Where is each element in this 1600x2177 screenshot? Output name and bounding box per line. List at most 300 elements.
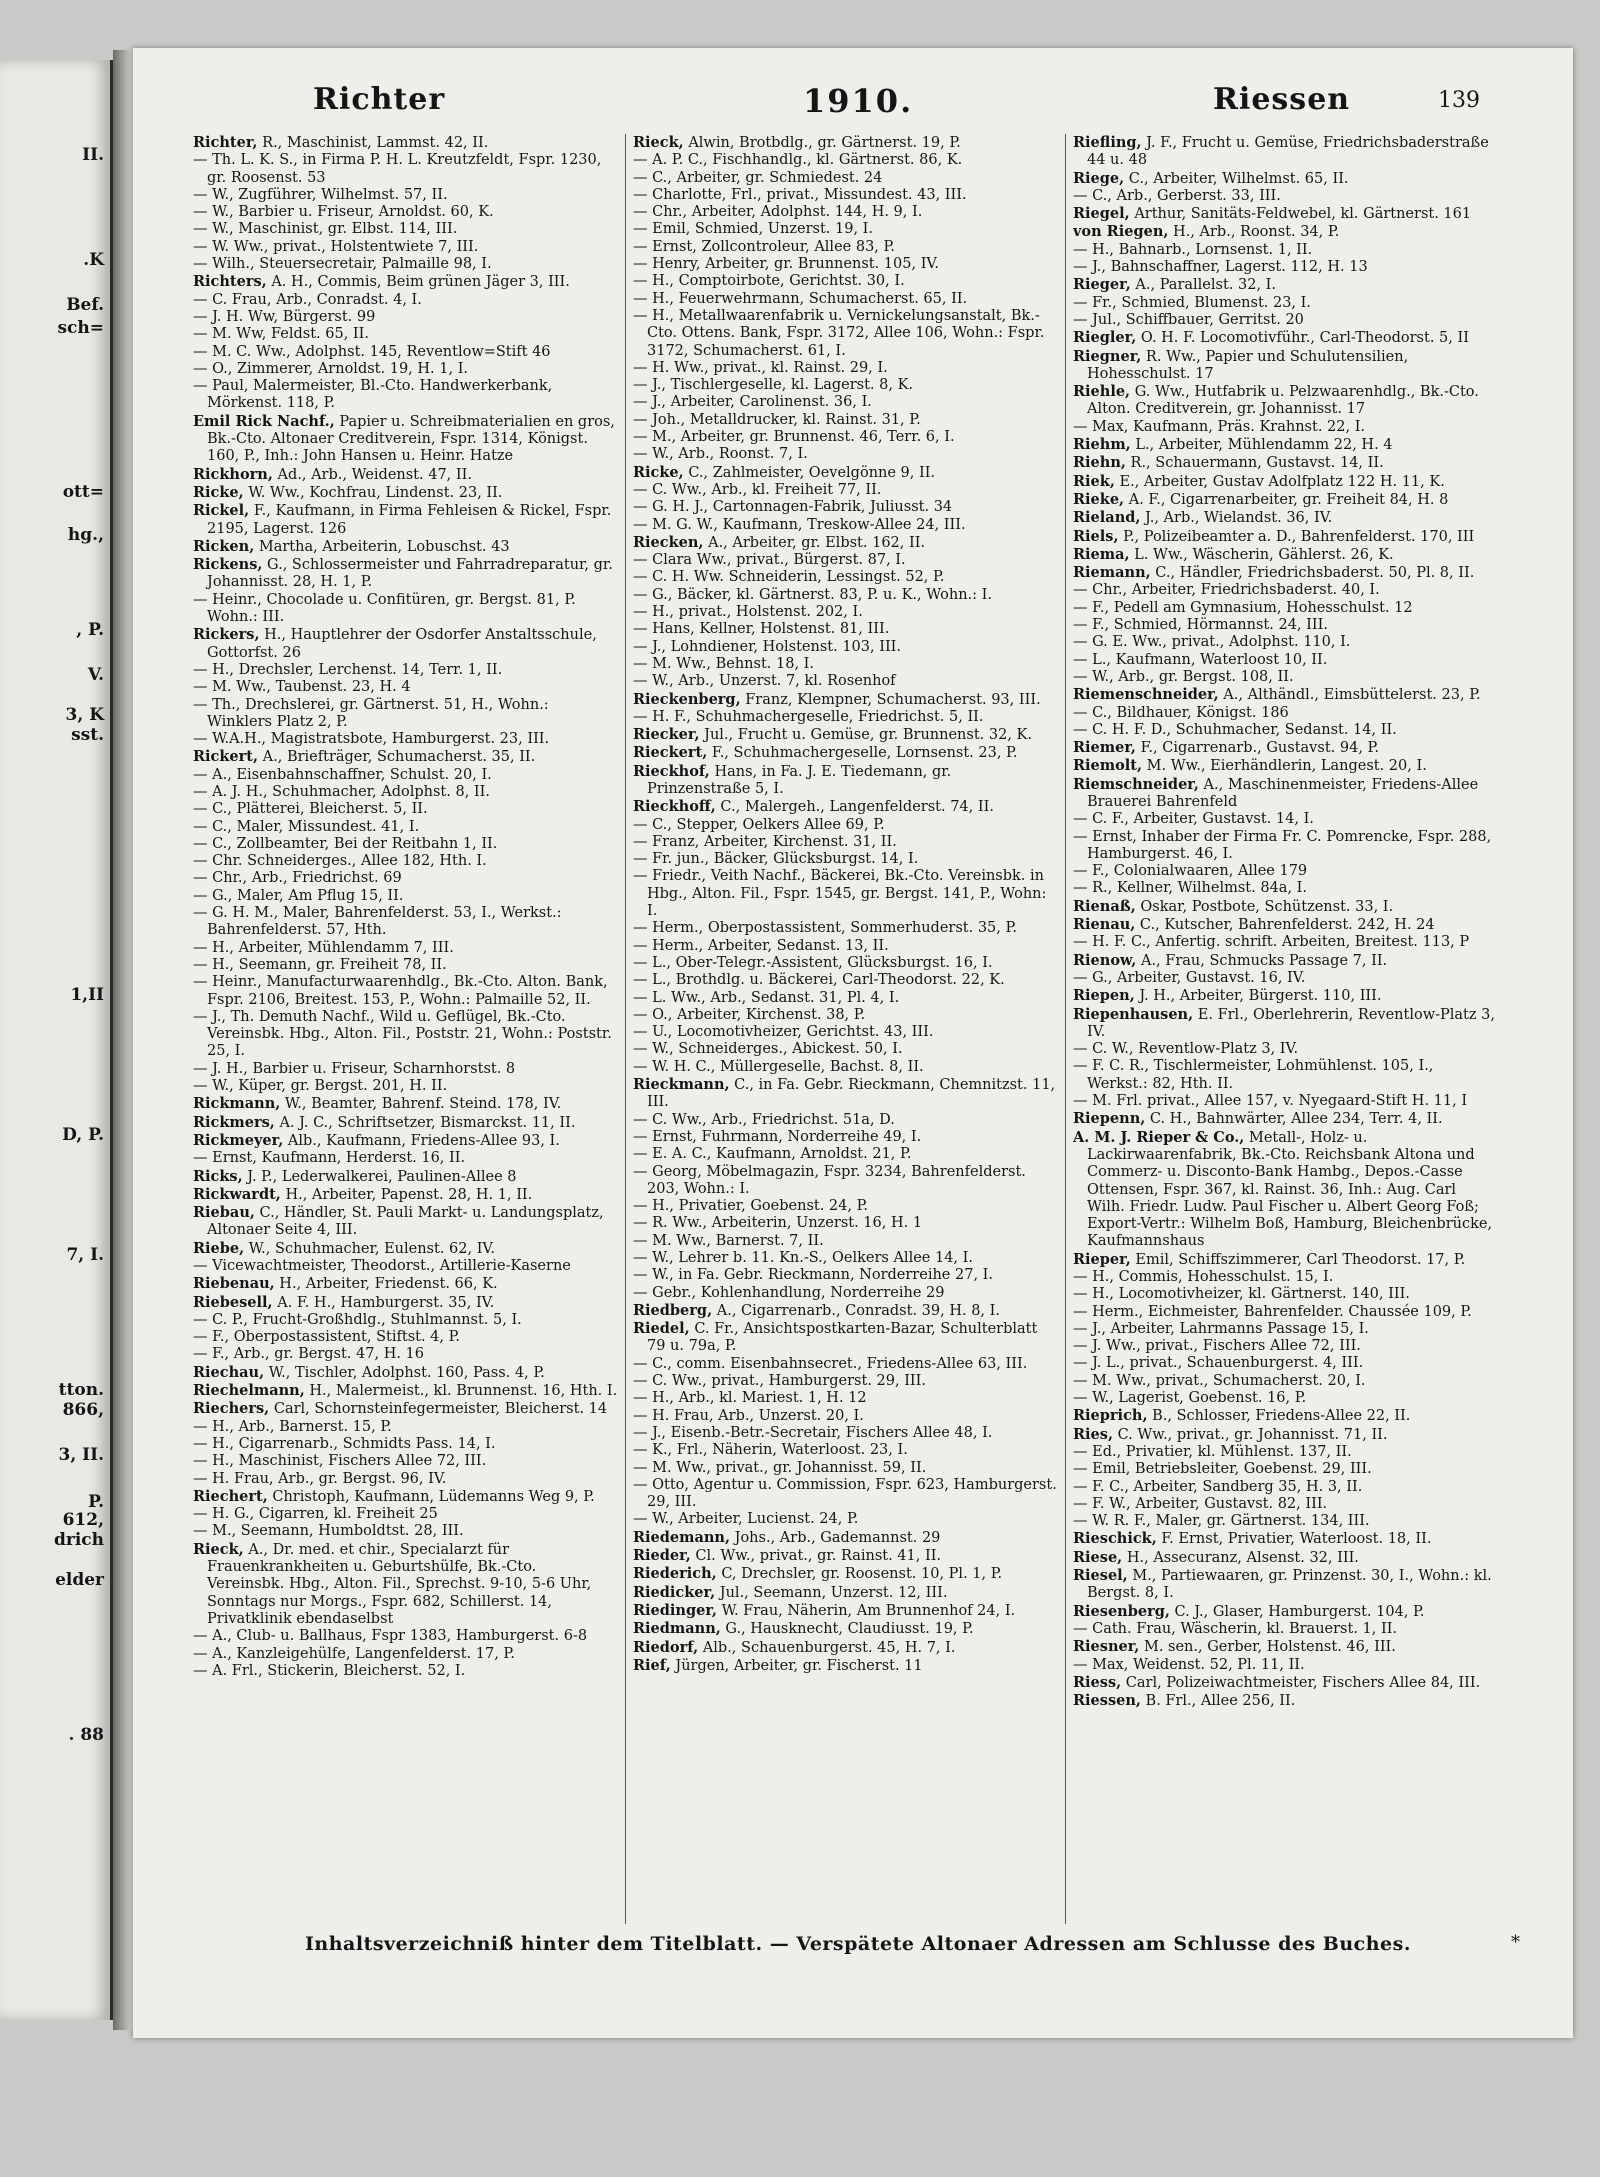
directory-entry: — G., Bäcker, kl. Gärtnerst. 83, P. u. K., Wohn.: I. (633, 586, 993, 603)
entry-surname: Rienaß, (1073, 897, 1136, 915)
margin-fragment: 612, (62, 1510, 104, 1530)
directory-entry: Rickens, G., Schlossermeister und Fahrradreparatur, gr. Johannisst. 28, H. 1, P. (193, 556, 613, 591)
entry-surname: Riege, (1073, 169, 1125, 187)
entry-surname: Riemolt, (1073, 757, 1143, 775)
directory-entry: — J., Bahnschaffner, Lagerst. 112, H. 13 (1073, 259, 1368, 276)
entry-surname: Rieck, (633, 134, 684, 151)
entry-surname: Riese, (1073, 1548, 1123, 1566)
directory-entry: — M., Arbeiter, gr. Brunnenst. 46, Terr. 6, I. (633, 429, 955, 446)
directory-entry: Riedinger, W. Frau, Näherin, Am Brunnenhof 24, I. (633, 1601, 1016, 1619)
directory-entry: — Heinr., Manufacturwaarenhdlg., Bk.-Cto. Alton. Bank, Fspr. 2106, Breitest. 153, P., Wohn.: Palmaille 52, II. (193, 974, 608, 1008)
directory-entry: — Paul, Malermeister, Bl.-Cto. Handwerkerbank, Mörkenst. 118, P. (193, 378, 553, 412)
directory-entry: Richter, R., Maschinist, Lammst. 42, II. (193, 134, 489, 151)
directory-entry: — J., Arbeiter, Carolinenst. 36, I. (633, 394, 872, 411)
directory-entry: — C. P., Frucht-Großhdlg., Stuhlmannst. 5, I. (193, 1311, 522, 1328)
entry-surname: Riedmann, (633, 1620, 721, 1638)
directory-entry: Rickwardt, H., Arbeiter, Papenst. 28, H. 1, II. (193, 1185, 533, 1203)
directory-entry: — Friedr., Veith Nachf., Bäckerei, Bk.-Cto. Vereinsbk. in Hbg., Alton. Fil., Fspr. 1545, gr. Bergst. 141, P., Wohn: I. (633, 868, 1047, 920)
directory-entry: — C. H. Ww. Schneiderin, Lessingst. 52, P. (633, 569, 945, 586)
directory-entry: — H., Bahnarb., Lornsenst. 1, II. (1073, 241, 1313, 258)
directory-entry: — H. G., Cigarren, kl. Freiheit 25 (193, 1506, 438, 1523)
directory-entry: Rief, Jürgen, Arbeiter, gr. Fischerst. 11 (633, 1656, 923, 1674)
directory-entry: Ricken, Martha, Arbeiterin, Lobuschst. 43 (193, 537, 510, 555)
entry-surname: Riess, (1073, 1673, 1122, 1691)
directory-entry: Riessen, B. Frl., Allee 256, II. (1073, 1692, 1296, 1710)
entry-surname: Riegner, (1073, 347, 1142, 365)
directory-entry: — J. L., privat., Schauenburgerst. 4, III. (1073, 1355, 1364, 1372)
directory-entry: Riepenn, C. H., Bahnwärter, Allee 234, Terr. 4, II. (1073, 1110, 1443, 1128)
directory-entry: — R. Ww., Arbeiterin, Unzerst. 16, H. 1 (633, 1215, 923, 1232)
directory-entry: — F. W., Arbeiter, Gustavst. 82, III. (1073, 1495, 1328, 1512)
directory-entry: Rieder, Cl. Ww., privat., gr. Rainst. 41, II. (633, 1547, 942, 1565)
entry-surname: Rieper, (1073, 1250, 1131, 1268)
margin-fragment: elder (55, 1570, 104, 1590)
entry-surname: Rickens, (193, 556, 263, 574)
directory-entry: — H., Cigarrenarb., Schmidts Pass. 14, I. (193, 1435, 496, 1452)
entry-surname: Riefling, (1073, 134, 1142, 151)
directory-entry: — Ernst, Inhaber der Firma Fr. C. Pomrencke, Fspr. 288, Hamburgerst. 46, I. (1073, 828, 1492, 862)
directory-entry: — J. Ww., privat., Fischers Allee 72, III. (1073, 1338, 1361, 1355)
margin-fragment: drich (53, 1530, 104, 1550)
entry-surname: Riesel, (1073, 1567, 1128, 1585)
directory-entry: Riepen, J. H., Arbeiter, Bürgerst. 110, III. (1073, 987, 1382, 1005)
directory-entry: Riese, H., Assecuranz, Alsenst. 32, III. (1073, 1548, 1359, 1566)
entry-surname: Rieckhoff, (633, 798, 716, 816)
directory-entry: — J. H. Ww, Bürgerst. 99 (193, 308, 376, 325)
directory-entry: — W. R. F., Maler, gr. Gärtnerst. 134, III. (1073, 1513, 1370, 1530)
directory-entry: von Riegen, H., Arb., Roonst. 34, P. (1073, 223, 1340, 241)
margin-fragment: Bef. (66, 295, 104, 315)
directory-entry: Rieger, A., Parallelst. 32, I. (1073, 276, 1277, 294)
directory-entry: — J. H., Barbier u. Friseur, Scharnhorstst. 8 (193, 1060, 516, 1077)
directory-entry: — Max, Kaufmann, Präs. Krahnst. 22, I. (1073, 418, 1366, 435)
directory-entry: — M. C. Ww., Adolphst. 145, Reventlow=Stift 46 (193, 343, 551, 360)
entry-surname: Ricke, (193, 483, 244, 501)
entry-surname: Riedicker, (633, 1583, 716, 1601)
column-divider (1065, 134, 1066, 1924)
directory-entry: Riesel, M., Partiewaaren, gr. Prinzenst. 30, I., Wohn.: kl. Bergst. 8, I. (1073, 1567, 1492, 1602)
entry-surname: Riepen, (1073, 987, 1135, 1005)
directory-entry: Rieckenberg, Franz, Klempner, Schumacherst. 93, III. (633, 690, 1041, 708)
directory-entry: Rickert, A., Briefträger, Schumacherst. 35, II. (193, 748, 536, 766)
directory-entry: — C. Ww., Arb., Friedrichst. 51a, D. (633, 1111, 895, 1128)
directory-entry: — H., Privatier, Goebenst. 24, P. (633, 1198, 869, 1215)
directory-entry: — C., Plätterei, Bleicherst. 5, II. (193, 801, 428, 818)
directory-entry: — A. J. H., Schuhmacher, Adolphst. 8, II. (193, 783, 490, 800)
directory-entry: — L., Ober-Telegr.-Assistent, Glücksburgst. 16, I. (633, 954, 993, 971)
entry-surname: Rieger, (1073, 276, 1131, 294)
directory-entry: Riemer, F., Cigarrenarb., Gustavst. 94, P. (1073, 739, 1379, 757)
directory-entry: Rienaß, Oskar, Postbote, Schützenst. 33, I. (1073, 897, 1394, 915)
directory-entry: — C., Maler, Missundest. 41, I. (193, 818, 420, 835)
entry-surname: Riebau, (193, 1204, 255, 1222)
directory-entry: — Jul., Schiffbauer, Gerritst. 20 (1073, 311, 1304, 328)
directory-entry: — Max, Weidenst. 52, Pl. 11, II. (1073, 1656, 1305, 1673)
entry-surname: Riecker, (633, 726, 700, 744)
entry-surname: Riedel, (633, 1320, 690, 1338)
entry-surname: Riedorf, (633, 1638, 699, 1656)
directory-entry: — Georg, Möbelmagazin, Fspr. 3234, Bahrenfelderst. 203, Wohn.: I. (633, 1163, 1026, 1197)
entry-surname: Rief, (633, 1656, 671, 1674)
entry-surname: Riedberg, (633, 1301, 713, 1319)
entry-surname: Richter, (193, 134, 258, 151)
directory-entry: — C., comm. Eisenbahnsecret., Friedens-Allee 63, III. (633, 1355, 1028, 1372)
entry-surname: Riema, (1073, 545, 1130, 563)
directory-entry: Riemenschneider, A., Althändl., Eimsbüttelerst. 23, P. (1073, 686, 1481, 704)
entry-surname: Riechau, (193, 1363, 265, 1381)
entry-surname: Richters, (193, 273, 267, 291)
column-3 (1073, 134, 1498, 1934)
margin-fragment: P. (88, 1492, 104, 1512)
entry-surname: Riehm, (1073, 436, 1131, 454)
margin-fragment: D, P. (62, 1125, 104, 1145)
directory-entry: Riechert, Christoph, Kaufmann, Lüdemanns Weg 9, P. (193, 1487, 595, 1505)
directory-entry: — H. F., Schuhmachergeselle, Friedrichst. 5, II. (633, 708, 984, 725)
directory-entry: — H., Metallwaarenfabrik u. Vernickelungsanstalt, Bk.-Cto. Ottens. Bank, Fspr. 3172, Allee 106, Wohn.: Fspr. 3172, Schumacherst. 61, I. (633, 307, 1045, 359)
directory-entry: Riehle, G. Ww., Hutfabrik u. Pelzwaarenhdlg., Bk.-Cto. Alton. Creditverein, gr. Johannisst. 17 (1073, 383, 1479, 418)
directory-entry: — O., Zimmerer, Arnoldst. 19, H. 1, I. (193, 360, 469, 377)
entry-surname: Rienau, (1073, 916, 1136, 934)
directory-entry: — W., Lagerist, Goebenst. 16, P. (1073, 1390, 1307, 1407)
entry-surname: Riecken, (633, 533, 704, 551)
directory-entry: Riecken, A., Arbeiter, gr. Elbst. 162, II. (633, 533, 926, 551)
entry-surname: Rieland, (1073, 509, 1141, 527)
directory-entry: — C. H. F. D., Schuhmacher, Sedanst. 14, II. (1073, 721, 1397, 738)
directory-entry: Rieckhof, Hans, in Fa. J. E. Tiedemann, gr. Prinzenstraße 5, I. (633, 762, 952, 797)
column-2 (633, 134, 1058, 1934)
directory-entry: — H., Arb., kl. Mariest. 1, H. 12 (633, 1390, 867, 1407)
directory-entry: — Heinr., Chocolade u. Confitüren, gr. Bergst. 81, P. Wohn.: III. (193, 591, 576, 626)
directory-entry: — Ernst, Kaufmann, Herderst. 16, II. (193, 1150, 466, 1167)
directory-entry: Riehm, L., Arbeiter, Mühlendamm 22, H. 4 (1073, 436, 1393, 454)
directory-entry: Rieschick, F. Ernst, Privatier, Waterloost. 18, II. (1073, 1530, 1432, 1548)
entry-columns (193, 134, 1523, 1934)
directory-entry: — Ernst, Zollcontroleur, Allee 83, P. (633, 238, 895, 255)
directory-entry: Ries, C. Ww., privat., gr. Johannisst. 71, II. (1073, 1425, 1388, 1443)
header-year: 1910. (803, 82, 914, 120)
directory-entry: Riesner, M. sen., Gerber, Holstenst. 46, III. (1073, 1638, 1396, 1656)
entry-surname: Ries, (1073, 1425, 1113, 1443)
page-footer: Inhaltsverzeichniß hinter dem Titelblatt. — Verspätete Altonaer Adressen am Schlusse des Buches. (305, 1933, 1411, 1955)
margin-fragment: hg., (67, 525, 104, 545)
entry-surname: Rickel, (193, 502, 250, 520)
directory-entry: — Th. L. K. S., in Firma P. H. L. Kreutzfeldt, Fspr. 1230, gr. Roosenst. 53 (193, 152, 602, 186)
directory-entry: — F., Arb., gr. Bergst. 47, H. 16 (193, 1346, 425, 1363)
directory-entry: — O., Arbeiter, Kirchenst. 38, P. (633, 1006, 866, 1023)
directory-entry: — Herm., Arbeiter, Sedanst. 13, II. (633, 937, 889, 954)
directory-entry: — H., Arbeiter, Mühlendamm 7, III. (193, 939, 454, 956)
directory-entry: Riederich, C, Drechsler, gr. Roosenst. 10, Pl. 1, P. (633, 1565, 1003, 1583)
directory-entry: — H., Locomotivheizer, kl. Gärtnerst. 140, III. (1073, 1286, 1410, 1303)
directory-entry: — A., Club- u. Ballhaus, Fspr 1383, Hamburgerst. 6-8 (193, 1628, 588, 1645)
directory-entry: — F., Pedell am Gymnasium, Hohesschulst. 12 (1073, 599, 1413, 616)
directory-entry: — Otto, Agentur u. Commission, Fspr. 623, Hamburgerst. 29, III. (633, 1476, 1057, 1511)
directory-entry: — C. F., Arbeiter, Gustavst. 14, I. (1073, 811, 1314, 828)
page-header (193, 82, 1523, 126)
directory-entry: — C. W., Reventlow-Platz 3, IV. (1073, 1041, 1299, 1058)
margin-fragment: 7, I. (66, 1245, 104, 1265)
directory-entry: — F., Oberpostassistent, Stiftst. 4, P. (193, 1329, 461, 1346)
directory-entry: — W., Zugführer, Wilhelmst. 57, II. (193, 186, 448, 203)
entry-surname: Riebesell, (193, 1293, 273, 1311)
directory-entry: — J., Arbeiter, Lahrmanns Passage 15, I. (1073, 1320, 1369, 1337)
directory-entry: Ricke, W. Ww., Kochfrau, Lindenst. 23, II. (193, 483, 503, 501)
directory-entry: — H., Seemann, gr. Freiheit 78, II. (193, 956, 447, 973)
entry-surname: Rieck, (193, 1540, 244, 1558)
directory-entry: — W., in Fa. Gebr. Rieckmann, Norderreihe 27, I. (633, 1267, 993, 1284)
directory-entry: — Fr. jun., Bäcker, Glücksburgst. 14, I. (633, 851, 919, 868)
directory-entry: Riebesell, A. F. H., Hamburgerst. 35, IV. (193, 1293, 495, 1311)
margin-fragment: 866, (62, 1400, 104, 1420)
directory-entry: Riemann, C., Händler, Friedrichsbaderst. 50, Pl. 8, II. (1073, 564, 1475, 582)
directory-entry: Riegler, O. H. F. Locomotivführ., Carl-Theodorst. 5, II (1073, 329, 1469, 347)
directory-entry: Rickel, F., Kaufmann, in Firma Fehleisen & Rickel, Fspr. 2195, Lagerst. 126 (193, 502, 612, 537)
directory-entry: — L., Kaufmann, Waterloost 10, II. (1073, 651, 1328, 668)
margin-fragment: 1,II (70, 985, 104, 1005)
entry-surname: Riek, (1073, 472, 1115, 490)
directory-entry: — C., Bildhauer, Königst. 186 (1073, 704, 1289, 721)
directory-entry: Riecker, Jul., Frucht u. Gemüse, gr. Brunnenst. 32, K. (633, 726, 1032, 744)
directory-entry: Riedemann, Johs., Arb., Gademannst. 29 (633, 1528, 941, 1546)
directory-entry: — Emil, Schmied, Unzerst. 19, I. (633, 221, 874, 238)
directory-entry: Riema, L. Ww., Wäscherin, Gählerst. 26, K. (1073, 545, 1394, 563)
directory-entry: — Chr. Schneiderges., Allee 182, Hth. I. (193, 853, 487, 870)
entry-surname: Riehn, (1073, 454, 1126, 472)
directory-entry: Riedmann, G., Hausknecht, Claudiusst. 19, P. (633, 1620, 974, 1638)
directory-entry: — C., Zollbeamter, Bei der Reitbahn 1, II. (193, 835, 498, 852)
directory-entry: — E. A. C., Kaufmann, Arnoldst. 21, P. (633, 1146, 912, 1163)
entry-surname: Ricks, (193, 1167, 243, 1185)
directory-page (133, 48, 1573, 2038)
directory-entry: Rieckhoff, C., Malergeh., Langenfelderst. 74, II. (633, 798, 994, 816)
header-last-name: Riessen (1213, 82, 1351, 117)
directory-entry: — H., Comptoirbote, Gerichtst. 30, I. (633, 273, 905, 290)
entry-surname: Rickert, (193, 748, 259, 766)
directory-entry: — H., Feuerwehrmann, Schumacherst. 65, II. (633, 290, 968, 307)
directory-entry: — F., Colonialwaaren, Allee 179 (1073, 863, 1308, 880)
entry-surname: Riemann, (1073, 564, 1151, 582)
entry-surname: Rieder, (633, 1547, 691, 1565)
entry-surname: Rickhorn, (193, 465, 273, 483)
directory-entry: — G. H. J., Cartonnagen-Fabrik, Juliusst. 34 (633, 499, 953, 516)
column-divider (625, 134, 626, 1924)
directory-entry: — G., Arbeiter, Gustavst. 16, IV. (1073, 969, 1306, 986)
entry-surname: Rickwardt, (193, 1185, 281, 1203)
directory-entry: — C., Stepper, Oelkers Allee 69, P. (633, 816, 885, 833)
directory-entry: — M. Ww., Barnerst. 7, II. (633, 1232, 824, 1249)
entry-surname: Rieckert, (633, 744, 708, 762)
directory-entry: — M. Ww., Behnst. 18, I. (633, 655, 815, 672)
directory-entry: — W., Lehrer b. 11. Kn.-S., Oelkers Allee 14, I. (633, 1250, 973, 1266)
entry-surname: von Riegen, (1073, 223, 1169, 241)
directory-entry: Rieckmann, C., in Fa. Gebr. Rieckmann, Chemnitzst. 11, III. (633, 1076, 1056, 1111)
directory-entry: — Cath. Frau, Wäscherin, kl. Brauerst. 1, II. (1073, 1620, 1398, 1637)
directory-entry: — Chr., Arbeiter, Adolphst. 144, H. 9, I. (633, 204, 923, 221)
directory-entry: Riegner, R. Ww., Papier und Schulutensilien, Hohesschulst. 17 (1073, 347, 1409, 382)
entry-surname: Rieckmann, (633, 1076, 730, 1094)
directory-entry: Rieland, J., Arb., Wielandst. 36, IV. (1073, 509, 1333, 527)
directory-entry: — H., Commis, Hohesschulst. 15, I. (1073, 1269, 1334, 1285)
directory-entry: Rieck, Alwin, Brotbdlg., gr. Gärtnerst. 19, P. (633, 134, 961, 151)
directory-entry: — C., Arbeiter, gr. Schmiedest. 24 (633, 169, 883, 186)
entry-surname: Riegel, (1073, 205, 1130, 223)
directory-entry: Riege, C., Arbeiter, Wilhelmst. 65, II. (1073, 169, 1349, 187)
directory-entry: — Emil, Betriebsleiter, Goebenst. 29, III. (1073, 1461, 1372, 1478)
directory-entry: — Fr., Schmied, Blumenst. 23, I. (1073, 294, 1311, 311)
directory-entry: Riedorf, Alb., Schauenburgerst. 45, H. 7, I. (633, 1638, 956, 1656)
directory-entry: — H. Frau, Arb., gr. Bergst. 96, IV. (193, 1470, 447, 1487)
entry-surname: Riesenberg, (1073, 1602, 1170, 1620)
entry-surname: Rieschick, (1073, 1530, 1157, 1548)
margin-fragment: .K (83, 250, 104, 270)
margin-fragment: , P. (76, 620, 104, 640)
directory-entry: Rickmers, A. J. C., Schriftsetzer, Bismarckst. 11, II. (193, 1113, 576, 1131)
directory-entry: Riedberg, A., Cigarrenarb., Conradst. 39, H. 8, I. (633, 1301, 1000, 1319)
directory-entry: Rickmeyer, Alb., Kaufmann, Friedens-Allee 93, I. (193, 1131, 560, 1149)
directory-entry: — A. P. C., Fischhandlg., kl. Gärtnerst. 86, K. (633, 152, 963, 169)
entry-surname: Riemer, (1073, 739, 1136, 757)
entry-surname: Riehle, (1073, 383, 1131, 401)
directory-entry: — H. Ww., privat., kl. Rainst. 29, I. (633, 359, 888, 376)
directory-entry: — H., Arb., Barnerst. 15, P. (193, 1418, 392, 1435)
entry-surname: Riechelmann, (193, 1382, 305, 1400)
entry-surname: Riepenhausen, (1073, 1005, 1194, 1023)
directory-entry: — M. Ww, Feldst. 65, II. (193, 326, 369, 343)
directory-entry: — Herm., Eichmeister, Bahrenfelder. Chaussée 109, P. (1073, 1303, 1472, 1320)
directory-entry: Riedicker, Jul., Seemann, Unzerst. 12, III. (633, 1583, 948, 1601)
directory-entry: — A., Kanzleigehülfe, Langenfelderst. 17, P. (193, 1645, 515, 1662)
directory-entry: — Wilh., Steuersecretair, Palmaille 98, I. (193, 256, 492, 273)
directory-entry: — Henry, Arbeiter, gr. Brunnenst. 105, IV. (633, 256, 939, 273)
directory-entry: — L. Ww., Arb., Sedanst. 31, Pl. 4, I. (633, 989, 900, 1006)
directory-entry: Richters, A. H., Commis, Beim grünen Jäger 3, III. (193, 273, 570, 291)
directory-entry: — J., Tischlergeselle, kl. Lagerst. 8, K. (633, 377, 914, 394)
directory-entry: Riesenberg, C. J., Glaser, Hamburgerst. 104, P. (1073, 1602, 1425, 1620)
directory-entry: — Herm., Oberpostassistent, Sommerhuderst. 35, P. (633, 920, 1017, 937)
directory-entry: — U., Locomotivheizer, Gerichtst. 43, III. (633, 1024, 934, 1041)
directory-entry: Riehn, R., Schauermann, Gustavst. 14, II. (1073, 454, 1384, 472)
entry-surname: Riebenau, (193, 1275, 275, 1293)
directory-entry: — K., Frl., Näherin, Waterloost. 23, I. (633, 1442, 908, 1459)
directory-entry: Riebe, W., Schuhmacher, Eulenst. 62, IV. (193, 1239, 495, 1257)
directory-entry: — W., Arbeiter, Lucienst. 24, P. (633, 1511, 859, 1528)
directory-entry: Ricks, J. P., Lederwalkerei, Paulinen-Allee 8 (193, 1167, 517, 1185)
directory-entry: — H. Frau, Arb., Unzerst. 20, I. (633, 1407, 864, 1424)
directory-entry: — W., Maschinist, gr. Elbst. 114, III. (193, 221, 458, 238)
margin-fragment: sch= (57, 318, 104, 338)
directory-entry: Rickers, H., Hauptlehrer der Osdorfer Anstaltsschule, Gottorfst. 26 (193, 626, 597, 661)
entry-surname: Riechers, (193, 1400, 270, 1418)
directory-entry: Rickhorn, Ad., Arb., Weidenst. 47, II. (193, 465, 472, 483)
footer-mark: * (1511, 1932, 1520, 1953)
entry-surname: Riedinger, (633, 1601, 717, 1619)
header-first-name: Richter (313, 82, 446, 117)
directory-entry: — W.A.H., Magistratsbote, Hamburgerst. 23, III. (193, 731, 550, 748)
entry-surname: Riechert, (193, 1487, 268, 1505)
directory-entry: — W., Arb., gr. Bergst. 108, II. (1073, 668, 1294, 685)
entry-surname: Riegler, (1073, 329, 1137, 347)
entry-surname: Rieckenberg, (633, 690, 741, 708)
directory-entry: Riels, P., Polizeibeamter a. D., Bahrenfelderst. 170, III (1073, 527, 1475, 545)
page-number: 139 (1438, 88, 1480, 113)
directory-entry: Riechau, W., Tischler, Adolphst. 160, Pass. 4, P. (193, 1363, 545, 1381)
directory-entry: — G., Maler, Am Pflug 15, II. (193, 887, 404, 904)
directory-entry: Riedel, C. Fr., Ansichtspostkarten-Bazar, Schulterblatt 79 u. 79a, P. (633, 1320, 1038, 1355)
margin-fragment: II. (82, 145, 104, 165)
entry-surname: Riesner, (1073, 1638, 1140, 1656)
directory-entry: Rieke, A. F., Cigarrenarbeiter, gr. Freiheit 84, H. 8 (1073, 490, 1449, 508)
entry-surname: Riederich, (633, 1565, 717, 1583)
directory-entry: Rienau, C., Kutscher, Bahrenfelderst. 242, H. 24 (1073, 916, 1435, 934)
entry-surname: Riepenn, (1073, 1110, 1146, 1128)
directory-entry: A. M. J. Rieper & Co., Metall-, Holz- u. Lackirwaarenfabrik, Bk.-Cto. Reichsbank Altona und Commerz- u. Disconto-Bank Hambg., Depos.-Casse Ottensen, Fspr. 367, kl. Rainst. 36, Inh.: Aug. Carl Wilh. Friedr. Ludw. Paul Fischer u. Albert Georg Foß; Export-Vertr.: Wilhelm Boß, Hamburg, Bleichenbrücke, Kaufmannshaus (1073, 1128, 1493, 1250)
entry-surname: Riebe, (193, 1239, 245, 1257)
directory-entry: — Ed., Privatier, kl. Mühlenst. 137, II. (1073, 1443, 1352, 1460)
directory-entry: — G. H. M., Maler, Bahrenfelderst. 53, I., Werkst.: Bahrenfelderst. 57, Hth. (193, 905, 562, 939)
entry-surname: Ricke, (633, 463, 684, 481)
directory-entry: Riek, E., Arbeiter, Gustav Adolfplatz 122 H. 11, K. (1073, 472, 1445, 490)
directory-entry: — H. F. C., Anfertig. schrift. Arbeiten, Breitest. 113, P (1073, 934, 1470, 951)
directory-entry: — M., Seemann, Humboldtst. 28, III. (193, 1523, 464, 1540)
entry-surname: Rieke, (1073, 490, 1125, 508)
entry-surname: Emil Rick Nachf., (193, 412, 335, 430)
directory-entry: Riechelmann, H., Malermeist., kl. Brunnenst. 16, Hth. I. (193, 1382, 618, 1400)
entry-surname: Riels, (1073, 527, 1119, 545)
directory-entry: — Chr., Arb., Friedrichst. 69 (193, 870, 402, 887)
directory-entry: Riebenau, H., Arbeiter, Friedenst. 66, K. (193, 1275, 498, 1293)
directory-entry: — M. Frl. privat., Allee 157, v. Nyegaard-Stift H. 11, I (1073, 1093, 1468, 1110)
margin-fragment: 3, K (65, 705, 104, 725)
directory-entry: — F., Schmied, Hörmannst. 24, III. (1073, 617, 1328, 634)
directory-entry: — C., Arb., Gerberst. 33, III. (1073, 187, 1281, 204)
entry-surname: Rieckhof, (633, 762, 710, 780)
margin-fragment: ott= (62, 482, 104, 502)
directory-entry: Riepenhausen, E. Frl., Oberlehrerin, Reventlow-Platz 3, IV. (1073, 1005, 1495, 1040)
directory-entry: — W., Barbier u. Friseur, Arnoldst. 60, K. (193, 204, 494, 221)
directory-entry: Riess, Carl, Polizeiwachtmeister, Fischers Allee 84, III. (1073, 1673, 1481, 1691)
entry-surname: Rickmeyer, (193, 1131, 284, 1149)
directory-entry: — L., Brothdlg. u. Bäckerei, Carl-Theodorst. 22, K. (633, 972, 1005, 989)
directory-entry: Emil Rick Nachf., Papier u. Schreibmaterialien en gros, Bk.-Cto. Altonaer Creditverein, Fspr. 1314, Königst. 160, P., Inh.: John Hansen u. Heinr. Hatze (193, 412, 615, 465)
column-1 (193, 134, 618, 1934)
directory-entry: Riegel, Arthur, Sanitäts-Feldwebel, kl. Gärtnerst. 161 (1073, 205, 1472, 223)
entry-surname: Riessen, (1073, 1692, 1141, 1710)
directory-entry: — J., Lohndiener, Holstenst. 103, III. (633, 638, 902, 655)
directory-entry: — M. Ww., privat., gr. Johannisst. 59, II. (633, 1459, 927, 1476)
directory-entry: Riefling, J. F., Frucht u. Gemüse, Friedrichsbaderstraße 44 u. 48 (1073, 134, 1489, 169)
margin-fragment: 3, II. (58, 1445, 104, 1465)
directory-entry: Rieprich, B., Schlosser, Friedens-Allee 22, II. (1073, 1407, 1411, 1425)
entry-surname: Riemenschneider, (1073, 686, 1219, 704)
directory-entry: Rienow, A., Frau, Schmucks Passage 7, II. (1073, 951, 1388, 969)
entry-surname: Riedemann, (633, 1528, 731, 1546)
previous-page-edge (0, 60, 113, 2020)
directory-entry: Riemschneider, A., Maschinenmeister, Friedens-Allee Brauerei Bahrenfeld (1073, 775, 1479, 810)
entry-surname: Riemschneider, (1073, 775, 1199, 793)
directory-entry: — G. E. Ww., privat., Adolphst. 110, I. (1073, 634, 1351, 651)
margin-fragment: tton. (58, 1380, 104, 1400)
book-gutter (113, 50, 133, 2030)
directory-entry: Rieck, A., Dr. med. et chir., Specialarzt für Frauenkrankheiten u. Geburtshülfe, Bk.-Cto. Vereinsbk. Hbg., Alton. Fil., Sprechst. 9-10, 5-6 Uhr, Sonntags nur Morgs., Fspr. 682, Schillerst. 14, Privatklinik ebendaselbst (193, 1540, 592, 1627)
directory-entry: — Chr., Arbeiter, Friedrichsbaderst. 40, I. (1073, 582, 1380, 599)
directory-entry: Riebau, C., Händler, St. Pauli Markt- u. Landungsplatz, Altonaer Seite 4, III. (193, 1204, 604, 1239)
directory-entry: — C. Frau, Arb., Conradst. 4, I. (193, 291, 422, 308)
directory-entry: — J., Th. Demuth Nachf., Wild u. Geflügel, Bk.-Cto. Vereinsbk. Hbg., Alton. Fil., Poststr. 21, Wohn.: Poststr. 25, I. (193, 1008, 612, 1060)
directory-entry: — M. Ww., privat., Schumacherst. 20, I. (1073, 1372, 1366, 1389)
margin-fragment: . 88 (68, 1725, 104, 1745)
directory-entry: — W., Schneiderges., Abickest. 50, I. (633, 1041, 903, 1058)
directory-entry: Riechers, Carl, Schornsteinfegermeister, Bleicherst. 14 (193, 1400, 608, 1418)
